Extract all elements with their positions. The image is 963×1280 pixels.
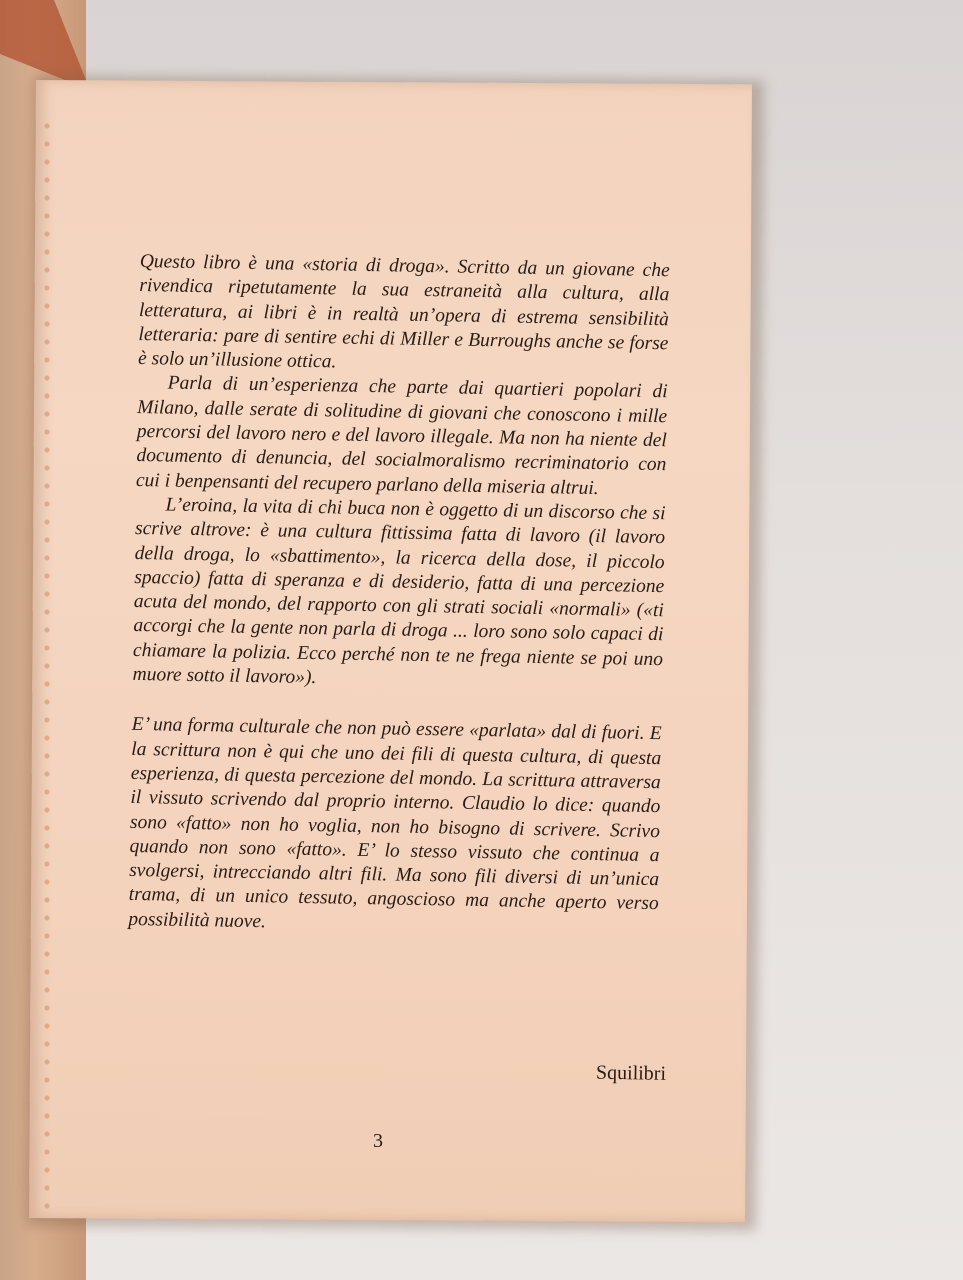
stitch-binding <box>40 120 54 1210</box>
paragraph-1: Questo libro è una «storia di droga». Scritto da un giovane che rivendica ripetutamente la sua estraneità alla cultura, alla letteratura, ai libri è in realtà un’opera di estrema sensibilità letteraria: pare di sentire echi di Miller e Burroughs anche se forse è solo un’illusione ottica. <box>137 250 670 373</box>
page-number: 3 <box>373 1130 383 1152</box>
paragraph-2: Parla di un’esperienza che parte dai quartieri popolari di Milano, dalle serate di solitudine di giovani che conoscono i mille percorsi del lavoro nero e del lavoro illegale. Ma non ha niente del documento di denuncia, del socialmoralismo recriminatorio con cui i benpensanti del recupero parlano della miseria altrui. <box>135 372 668 499</box>
body-text <box>128 250 670 941</box>
paragraph-3: L’eroina, la vita di chi buca non è oggetto di un discorso che si scrive altrove: è una cultura fittissima fatta di lavoro (il lavoro della droga, lo «sbattimento», la ricerca della dose, il piccolo spaccio) fatta di speranza e di desiderio, fatta di una percezione acuta del mondo, del rapporto con gli strati sociali «normali» («ti accorgi che la gente non parla di droga ... loro sono solo capaci di chiamare la polizia. Ecco perché non te ne frega niente se poi uno muore sotto il lavoro»). <box>132 494 666 689</box>
paragraph-4: E’ una forma culturale che non può essere «parlata» dal di fuori. E la scrittura non è qui che uno dei fili di questa cultura, di questa esperienza, di questa percezione del mondo. La scrittura attraversa il vissuto scrivendo dal proprio interno. Claudio lo dice: quando sono «fatto» non ho voglia, non ho bisogno di scrivere. Scrivo quando non sono «fatto». E’ lo stesso vissuto che continua a svolgersi, intrecciando altri fili. Ma sono fili diversi di un’unica trama, di un unico tessuto, angoscioso ma anche aperto verso possibilità nuove. <box>128 714 662 933</box>
publisher-signature: Squilibri <box>595 1061 667 1085</box>
